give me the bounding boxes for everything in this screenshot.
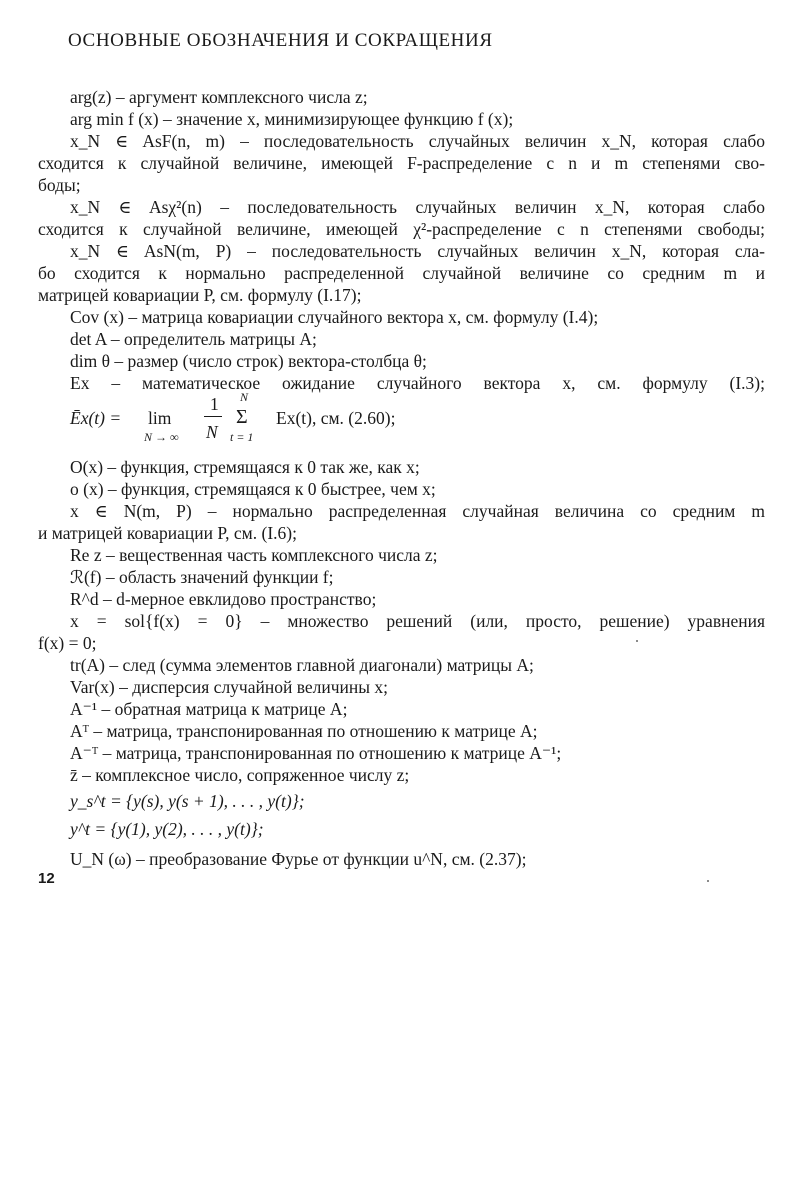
formula-sum-sign: Σ [236,406,248,428]
notation-big-o: O(x) – функция, стремящаяся к 0 так же, как x; [70,457,420,477]
formula-rhs: Ex(t), см. (2.60); [276,408,396,428]
notation-asn-line1: x_N ∈ AsN(m, P) – последовательность случайных величин x_N, которая сла- [70,241,765,261]
notation-argmin: arg min f (x) – значение x, минимизирующее функцию f (x); [70,109,514,129]
notation-aschi-line2: сходится к случайной величине, имеющей χ²-распределение с n степенями свободы; [38,219,765,239]
notation-sol-line2: f(x) = 0; [38,633,97,653]
notation-little-o: o (x) – функция, стремящаяся к 0 быстрее, чем x; [70,479,436,499]
notation-var: Var(x) – дисперсия случайной величины x; [70,677,389,697]
notation-asf-line2: сходится к случайной величине, имеющей F-распределение с n и m степенями сво- [38,153,765,173]
notation-re: Re z – вещественная часть комплексного числа z; [70,545,438,565]
notation-sequence-s-t: y_s^t = {y(s), y(s + 1), . . . , y(t)}; [70,791,305,811]
formula-lim: lim [148,408,172,428]
notation-arg: arg(z) – аргумент комплексного числа z; [70,87,368,107]
notation-sequence-t: y^t = {y(1), y(2), . . . , y(t)}; [70,819,264,839]
notation-inverse-transpose: A⁻ᵀ – матрица, транспонированная по отношению к матрице A⁻¹; [70,743,562,763]
formula-fraction-denominator: N [206,422,218,442]
notation-rd: R^d – d-мерное евклидово пространство; [70,589,377,609]
scan-speck [707,880,709,882]
notation-inverse: A⁻¹ – обратная матрица к матрице A; [70,699,348,719]
formula-lim-subscript: N → ∞ [144,430,179,444]
mean-formula [70,388,570,448]
notation-aschi-line1: x_N ∈ Asχ²(n) – последовательность случайных величин x_N, которая слабо [70,197,765,217]
page-heading: ОСНОВНЫЕ ОБОЗНАЧЕНИЯ И СОКРАЩЕНИЯ [68,30,493,51]
notation-asf-line1: x_N ∈ AsF(n, m) – последовательность случайных величин x_N, которая слабо [70,131,765,151]
notation-expectation: Ex – математическое ожидание случайного вектора x, см. формулу (I.3); [70,373,765,393]
notation-dim: dim θ – размер (число строк) вектора-столбца θ; [70,351,427,371]
notation-range: ℛ(f) – область значений функции f; [70,567,334,587]
formula-lhs: Ēx(t) = [70,408,122,428]
notation-transpose: Aᵀ – матрица, транспонированная по отношению к матрице A; [70,721,538,741]
notation-sol-line1: x = sol{f(x) = 0} – множество решений (или, просто, решение) уравнения [70,611,765,631]
notation-asn-line2: бо сходится к нормально распределенной случайной величине со средним m и [38,263,765,283]
formula-sum-upper: N [240,390,249,404]
formula-fraction-bar [204,416,222,417]
notation-normal-line2: и матрицей ковариации P, см. (I.6); [38,523,297,543]
notation-normal-line1: x ∈ N(m, P) – нормально распределенная случайная величина со средним m [70,501,765,521]
notation-cov: Cov (x) – матрица ковариации случайного вектора x, см. формулу (I.4); [70,307,599,327]
notation-fourier: U_N (ω) – преобразование Фурье от функции u^N, см. (2.37); [70,849,527,869]
formula-fraction-numerator: 1 [210,394,219,414]
notation-trace: tr(A) – след (сумма элементов главной диагонали) матрицы A; [70,655,534,675]
notation-asn-line3: матрицей ковариации P, см. формулу (I.17); [38,285,362,305]
formula-sum-lower: t = 1 [230,430,254,444]
notation-asf-line3: боды; [38,175,81,195]
notation-det: det A – определитель матрицы A; [70,329,317,349]
notation-conjugate: z̄ – комплексное число, сопряженное числу z; [70,765,410,785]
scan-speck [636,640,638,642]
page-number: 12 [38,870,55,887]
